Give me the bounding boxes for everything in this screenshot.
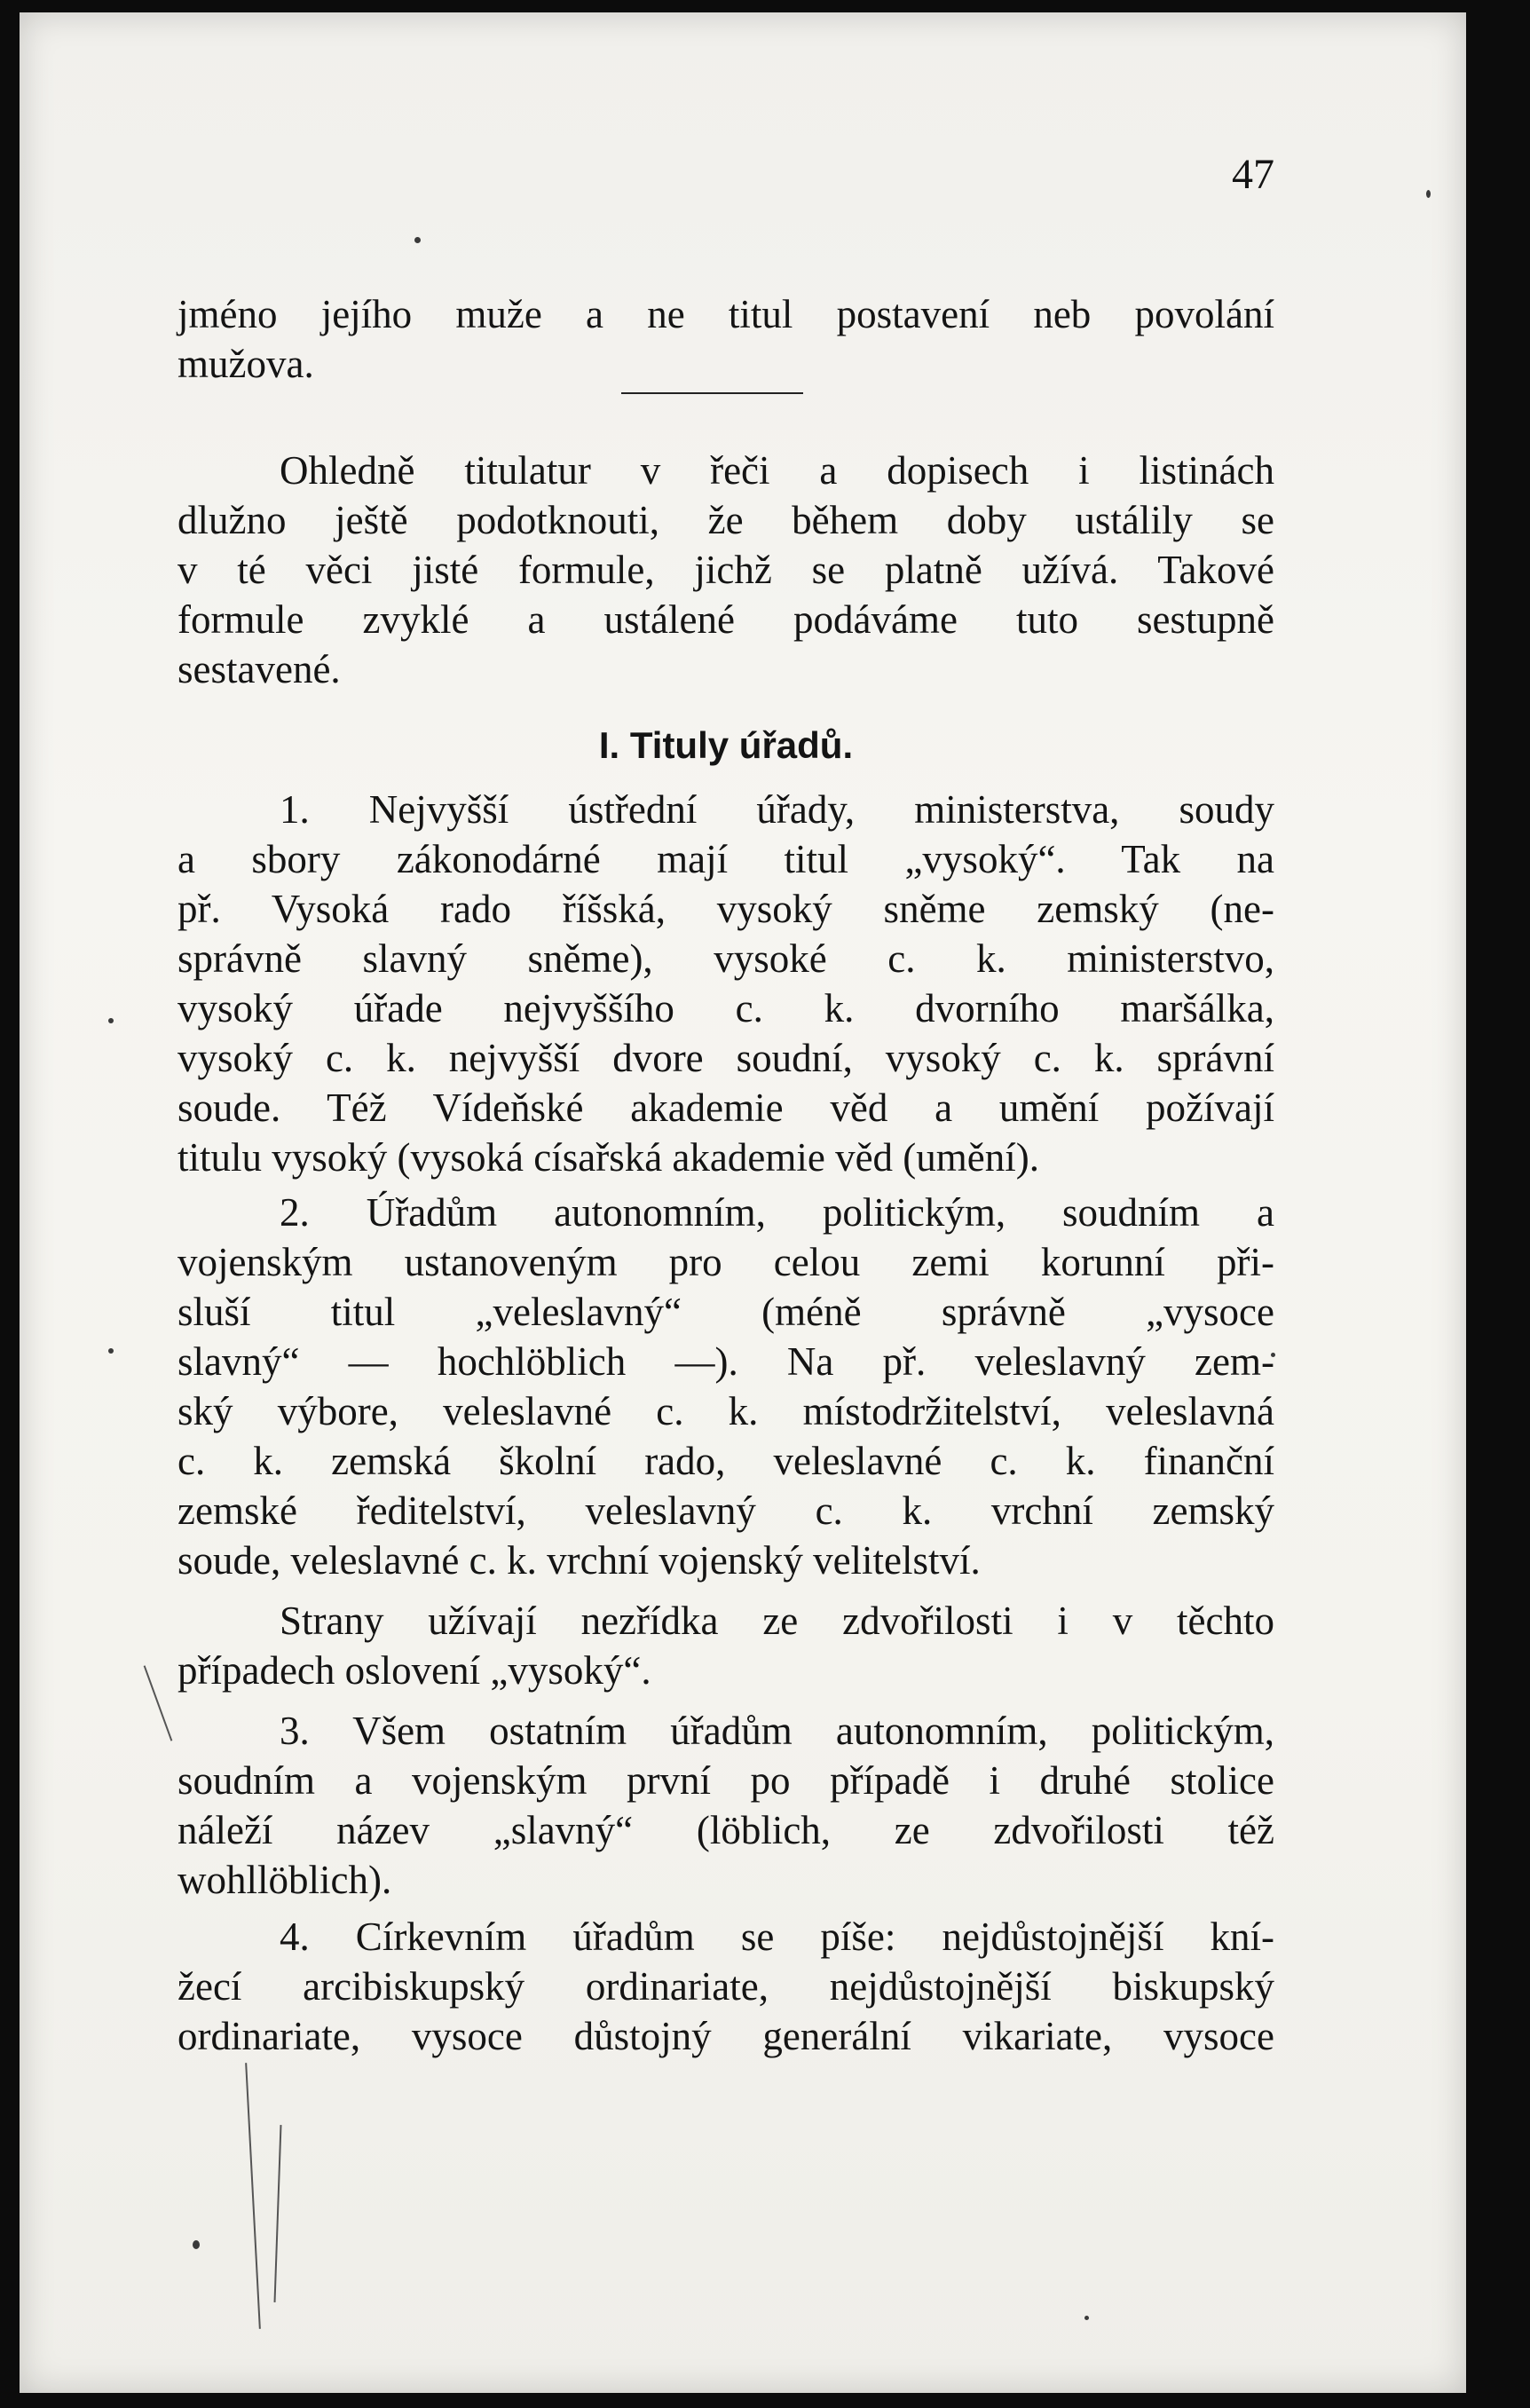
note-line: Strany užívají nezřídka ze zdvořilosti i v těchto bbox=[280, 1599, 1274, 1643]
item1-line: a sbory zákonodárné mají titul „vysoký“. Tak na bbox=[177, 837, 1274, 881]
paragraph-line: dlužno ještě podotknouti, že během doby ustálily se bbox=[177, 498, 1274, 542]
item1-line: soude. Též Vídeňské akademie věd a umění požívají bbox=[177, 1086, 1274, 1130]
item3-line: náleží název „slavný“ (löblich, ze zdvořilosti též bbox=[177, 1808, 1274, 1852]
item1-line: správně slavný sněme), vysoké c. k. ministerstvo, bbox=[177, 936, 1274, 981]
item1-line: př. Vysoká rado říšská, vysoký sněme zemský (ne- bbox=[177, 887, 1274, 931]
dust-speck bbox=[414, 237, 421, 243]
item4-line: ordinariate, vysoce důstojný generální vikariate, vysoce bbox=[177, 2014, 1274, 2058]
paragraph-line: v té věci jisté formule, jichž se platně užívá. Takové bbox=[177, 548, 1274, 592]
item3-line: wohllöblich). bbox=[177, 1858, 392, 1902]
paragraph-line: formule zvyklé a ustálené podáváme tuto sestupně bbox=[177, 597, 1274, 642]
separator-rule bbox=[621, 392, 803, 394]
item2-line: soude, veleslavné c. k. vrchní vojenský velitelství. bbox=[177, 1538, 981, 1583]
dust-speck bbox=[1426, 190, 1431, 198]
item2-line: vojenským ustanoveným pro celou zemi korunní při- bbox=[177, 1240, 1274, 1284]
item2-line: 2. Úřadům autonomním, politickým, soudním a bbox=[280, 1190, 1274, 1235]
section-heading: I. Tituly úřadů. bbox=[598, 724, 854, 766]
item3-line: 3. Všem ostatním úřadům autonomním, politickým, bbox=[280, 1709, 1274, 1753]
item2-line: slavný“ — hochlöblich —). Na př. veleslavný zem- bbox=[177, 1339, 1274, 1384]
paragraph-line: sestavené. bbox=[177, 647, 341, 691]
dust-speck bbox=[193, 2240, 200, 2249]
scan-scratch bbox=[274, 2125, 282, 2302]
note-line: případech oslovení „vysoký“. bbox=[177, 1648, 651, 1693]
item1-line: vysoký úřade nejvyššího c. k. dvorního maršálka, bbox=[177, 986, 1274, 1030]
item1-line: titulu vysoký (vysoká císařská akademie věd (umění). bbox=[177, 1135, 1039, 1180]
item2-line: sluší titul „veleslavný“ (méně správně „vysoce bbox=[177, 1290, 1274, 1334]
paragraph-line: Ohledně titulatur v řeči a dopisech i listinách bbox=[280, 448, 1274, 493]
book-page bbox=[20, 12, 1466, 2393]
intro-line: mužova. bbox=[177, 342, 314, 386]
item1-line: 1. Nejvyšší ústřední úřady, ministerstva, soudy bbox=[280, 787, 1274, 832]
dust-speck bbox=[1084, 2316, 1089, 2320]
item2-line: zemské ředitelství, veleslavný c. k. vrchní zemský bbox=[177, 1488, 1274, 1533]
dust-speck bbox=[108, 1348, 114, 1354]
page-number: 47 bbox=[1232, 151, 1274, 198]
scan-scratch bbox=[245, 2063, 261, 2329]
item1-line: vysoký c. k. nejvyšší dvore soudní, vysoký c. k. správní bbox=[177, 1036, 1274, 1080]
item2-line: ský výbore, veleslavné c. k. místodržitelství, veleslavná bbox=[177, 1389, 1274, 1433]
item2-line: c. k. zemská školní rado, veleslavné c. k. finanční bbox=[177, 1439, 1274, 1483]
item4-line: 4. Církevním úřadům se píše: nejdůstojnější kní- bbox=[280, 1915, 1274, 1959]
dust-speck bbox=[108, 1018, 114, 1023]
item4-line: žecí arcibiskupský ordinariate, nejdůstojnější biskupský bbox=[177, 1964, 1274, 2009]
item3-line: soudním a vojenským první po případě i druhé stolice bbox=[177, 1758, 1274, 1803]
scan-scratch bbox=[144, 1665, 173, 1741]
intro-line: jméno jejího muže a ne titul postavení neb povolání bbox=[177, 292, 1274, 336]
